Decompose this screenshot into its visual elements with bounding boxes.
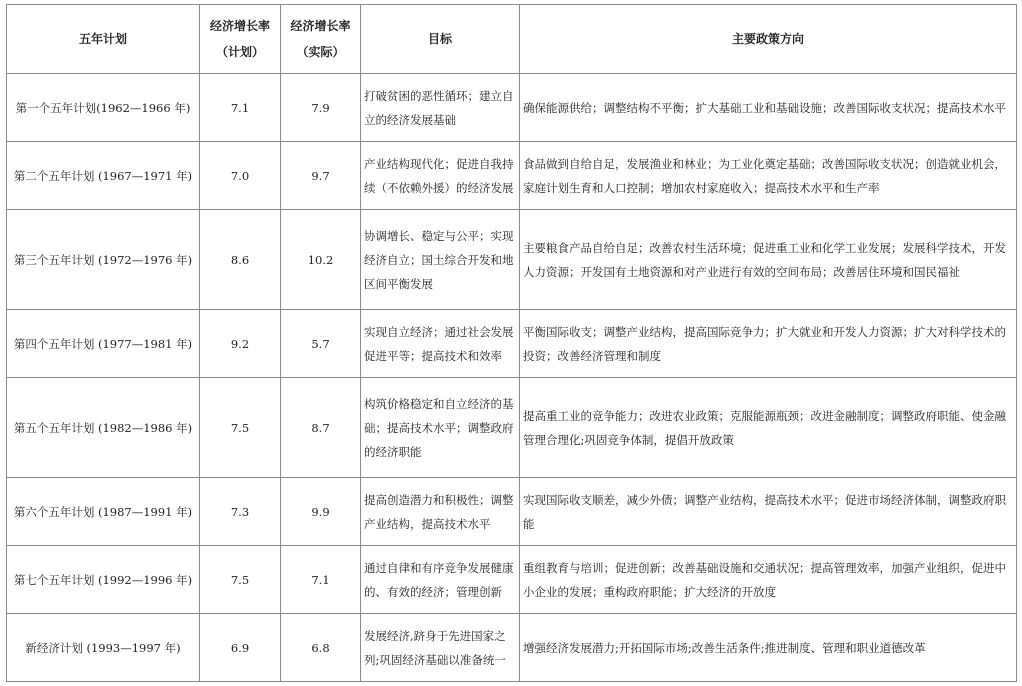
cell-actual: 7.9: [281, 74, 361, 142]
header-growth-plan: [200, 5, 281, 74]
table-row: [7, 310, 1017, 378]
table-row: [7, 142, 1017, 210]
cell-planned: 8.6: [200, 210, 281, 310]
cell-plan: 第五个五年计划 (1982—1986 年): [7, 378, 200, 478]
header-row: [7, 5, 1017, 74]
cell-policy: 重组教育与培训；促进创新；改善基础设施和交通状况；提高管理效率，加强产业组织，促进中小企业的发展；重构政府职能；扩大经济的开放度: [520, 546, 1017, 614]
cell-actual: 9.7: [281, 142, 361, 210]
cell-plan: 第二个五年计划 (1967—1971 年): [7, 142, 200, 210]
cell-plan: 第一个五年计划(1962—1966 年): [7, 74, 200, 142]
header-policy: 主要政策方向: [520, 5, 1017, 74]
header-goal: 目标: [361, 5, 520, 74]
table-row: [7, 478, 1017, 546]
cell-goal: 通过自律和有序竞争发展健康的、有效的经济；管理创新: [361, 546, 520, 614]
cell-actual: 7.1: [281, 546, 361, 614]
table-row: [7, 378, 1017, 478]
cell-policy: 提高重工业的竞争能力；改进农业政策；克服能源瓶颈；改进金融制度；调整政府职能、使金融管理合理化;巩固竞争体制，提倡开放政策: [520, 378, 1017, 478]
cell-actual: 9.9: [281, 478, 361, 546]
cell-goal: 提高创造潜力和积极性；调整产业结构，提高技术水平: [361, 478, 520, 546]
table-row: [7, 74, 1017, 142]
cell-plan: 新经济计划 (1993—1997 年): [7, 614, 200, 682]
cell-goal: 发展经济,跻身于先进国家之列;巩固经济基础以准备统一: [361, 614, 520, 682]
cell-policy: 主要粮食产品自给自足；改善农村生活环境；促进重工业和化学工业发展；发展科学技术，开发人力资源；开发国有土地资源和对产业进行有效的空间布局；改善居住环境和国民福祉: [520, 210, 1017, 310]
cell-policy: 实现国际收支顺差，减少外债；调整产业结构，提高技术水平；促进市场经济体制，调整政府职能: [520, 478, 1017, 546]
cell-actual: 8.7: [281, 378, 361, 478]
cell-actual: 6.8: [281, 614, 361, 682]
cell-policy: 确保能源供给；调整结构不平衡；扩大基础工业和基础设施；改善国际收支状况；提高技术水平: [520, 74, 1017, 142]
table-row: [7, 210, 1017, 310]
cell-goal: 产业结构现代化；促进自我持续（不依赖外援）的经济发展: [361, 142, 520, 210]
header-growth-actual-title: 经济增长率: [290, 19, 351, 33]
cell-plan: 第四个五年计划 (1977—1981 年): [7, 310, 200, 378]
cell-goal: 实现自立经济；通过社会发展促进平等；提高技术和效率: [361, 310, 520, 378]
cell-plan: 第七个五年计划 (1992—1996 年): [7, 546, 200, 614]
header-growth-actual-sub: （实际）: [296, 45, 345, 59]
cell-goal: 构筑价格稳定和自立经济的基础；提高技术水平；调整政府的经济职能: [361, 378, 520, 478]
header-growth-plan-title: 经济增长率: [209, 19, 270, 33]
cell-policy: 增强经济发展潜力;开拓国际市场;改善生活条件;推进制度、管理和职业道德改革: [520, 614, 1017, 682]
cell-actual: 10.2: [281, 210, 361, 310]
cell-actual: 5.7: [281, 310, 361, 378]
cell-goal: 打破贫困的恶性循环；建立自立的经济发展基础: [361, 74, 520, 142]
cell-planned: 7.3: [200, 478, 281, 546]
five-year-plan-table: [6, 4, 1017, 682]
cell-goal: 协调增长、稳定与公平；实现经济自立；国土综合开发和地区间平衡发展: [361, 210, 520, 310]
table-wrapper: [6, 4, 1016, 682]
cell-planned: 7.0: [200, 142, 281, 210]
header-growth-actual: [281, 5, 361, 74]
cell-planned: 7.5: [200, 378, 281, 478]
cell-policy: 食品做到自给自足，发展渔业和林业；为工业化奠定基础；改善国际收支状况；创造就业机会，家庭计划生育和人口控制；增加农村家庭收入；提高技术水平和生产率: [520, 142, 1017, 210]
table-row: [7, 614, 1017, 682]
cell-policy: 平衡国际收支；调整产业结构，提高国际竞争力；扩大就业和开发人力资源；扩大对科学技术的投资；改善经济管理和制度: [520, 310, 1017, 378]
header-plan: 五年计划: [7, 5, 200, 74]
cell-planned: 9.2: [200, 310, 281, 378]
cell-planned: 7.5: [200, 546, 281, 614]
cell-planned: 6.9: [200, 614, 281, 682]
cell-plan: 第六个五年计划 (1987—1991 年): [7, 478, 200, 546]
header-growth-plan-sub: （计划）: [215, 45, 264, 59]
cell-plan: 第三个五年计划 (1972—1976 年): [7, 210, 200, 310]
cell-planned: 7.1: [200, 74, 281, 142]
table-row: [7, 546, 1017, 614]
